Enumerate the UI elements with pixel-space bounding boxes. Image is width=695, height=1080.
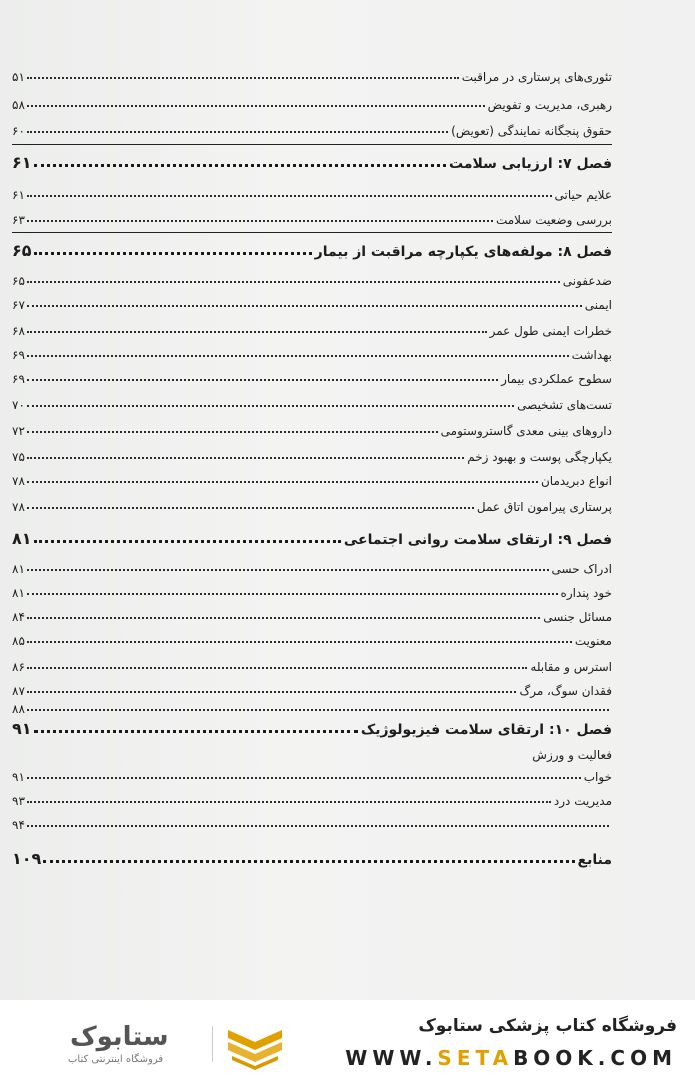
dot-leader [27, 220, 493, 222]
toc-entry [12, 464, 612, 488]
toc-page-number: ۸۱ [12, 529, 32, 548]
toc-entry [12, 388, 612, 412]
dot-leader [27, 131, 448, 133]
toc-entry [12, 440, 612, 464]
toc-page-number: ۶۷ [12, 298, 25, 312]
toc-page-number: ۹۱ [12, 719, 32, 738]
dot-leader [27, 331, 487, 333]
dot-leader [27, 305, 582, 307]
dot-leader [27, 641, 572, 643]
dot-leader [27, 709, 609, 711]
toc-entry [12, 314, 612, 338]
toc-page-number: ۶۹ [12, 372, 25, 386]
dot-leader [27, 431, 438, 433]
dot-leader [27, 379, 498, 381]
toc-chapter [12, 714, 612, 738]
section-divider [12, 232, 612, 233]
toc-entry-title: خود پنداره [560, 586, 612, 600]
url-accent: SETA [437, 1046, 514, 1070]
toc-chapter [12, 148, 612, 172]
toc-entry-title: تست‌های تشخیصی [517, 398, 612, 412]
toc-entry [12, 264, 612, 288]
toc-chapter-title: فصل ۱۰: ارتقای سلامت فیزیولوژیک [360, 722, 612, 738]
dot-leader [34, 164, 446, 167]
toc-page-number: ۶۸ [12, 324, 25, 338]
dot-leader [27, 457, 464, 459]
url-suffix: BOOK.COM [513, 1046, 677, 1070]
toc-page-number: ۸۱ [12, 562, 25, 576]
toc-page-number: ۸۴ [12, 610, 25, 624]
toc-entry [12, 552, 612, 576]
store-name: فروشگاه کتاب پزشکی ستابوک [418, 1016, 677, 1036]
store-logo[interactable] [30, 1018, 270, 1068]
dot-leader [27, 617, 540, 619]
toc-entry-title: خطرات ایمنی طول عمر [489, 324, 612, 338]
toc-entry-title: بررسی وضعیت سلامت [495, 213, 612, 227]
toc-page-number: ۶۱ [12, 153, 32, 172]
toc-entry [12, 288, 612, 312]
dot-leader [34, 540, 341, 543]
toc-entry [12, 650, 612, 674]
toc-page-number: ۸۸ [12, 702, 25, 716]
dot-leader [27, 825, 609, 827]
logo-divider [212, 1026, 213, 1062]
toc-page-number: ۷۰ [12, 398, 25, 412]
toc-entry [12, 114, 612, 138]
toc-page-number: ۶۰ [12, 124, 25, 138]
toc-entry-title: سطوح عملکردی بیمار [501, 372, 612, 386]
toc-page-number: ۹۱ [12, 770, 25, 784]
dot-leader [27, 801, 551, 803]
toc-page-number: ۹۴ [12, 818, 25, 832]
toc-entry [12, 808, 612, 832]
toc-entry-title: فعالیت و ورزش [532, 748, 612, 762]
dot-leader [27, 667, 528, 669]
toc-entry [12, 414, 612, 438]
toc-entry-title: داروهای بینی معدی گاستروستومی [440, 424, 612, 438]
toc-chapter-title: منابع [577, 852, 612, 868]
toc-entry [12, 88, 612, 112]
toc-entry [12, 784, 612, 808]
dot-leader [43, 860, 574, 863]
toc-entry-title: رهبری، مدیریت و تفویض [487, 98, 612, 112]
toc-entry [12, 760, 612, 784]
dot-leader [27, 481, 538, 483]
toc-chapter-title: فصل ۸: مولفه‌های یکپارچه مراقبت از بیمار [314, 244, 612, 260]
dot-leader [27, 569, 549, 571]
dot-leader [27, 195, 552, 197]
toc-entry [12, 576, 612, 600]
toc-page-number: ۸۵ [12, 634, 25, 648]
toc-entry-title: ایمنی [584, 298, 612, 312]
dot-leader [27, 105, 485, 107]
toc-entry [12, 60, 612, 84]
toc-entry [12, 490, 612, 514]
toc-entry [12, 738, 612, 762]
dot-leader [34, 730, 358, 733]
dot-leader [34, 252, 312, 255]
toc-entry [12, 338, 612, 362]
store-banner [0, 1000, 695, 1080]
toc-page-number: ۶۵ [12, 241, 32, 260]
toc-entry-title: علایم حیاتی [554, 188, 612, 202]
toc-entry-title: مسائل جنسی [543, 610, 612, 624]
toc-entry-title: ضدعفونی [562, 274, 612, 288]
toc-entry-title: تئوری‌های پرستاری در مراقبت [461, 70, 612, 84]
toc-page-number: ۹۳ [12, 794, 25, 808]
dot-leader [27, 405, 514, 407]
store-url-link[interactable] [345, 1046, 677, 1070]
toc-page-number: ۶۹ [12, 348, 25, 362]
url-prefix: WWW. [345, 1046, 438, 1070]
toc-page-number: ۷۵ [12, 450, 25, 464]
toc-entry [12, 600, 612, 624]
dot-leader [27, 77, 459, 79]
toc-page-number: ۷۸ [12, 474, 25, 488]
dot-leader [27, 507, 474, 509]
dot-leader [27, 355, 569, 357]
toc-entry-title: مدیریت درد [553, 794, 612, 808]
dot-leader [27, 593, 558, 595]
toc-entry-title: فقدان سوگ، مرگ [519, 684, 612, 698]
toc-page-number: ۸۶ [12, 660, 25, 674]
book-stack-icon [226, 1026, 284, 1070]
toc-page-number: ۵۸ [12, 98, 25, 112]
logo-wordmark: ستابوک [70, 1022, 169, 1052]
toc-page-number: ۶۳ [12, 213, 25, 227]
toc-entry [12, 624, 612, 648]
toc-entry-title: معنویت [574, 634, 612, 648]
toc-entry-title: بهداشت [571, 348, 612, 362]
toc-entry-title: انواع دبریدمان [540, 474, 612, 488]
dot-leader [27, 777, 581, 779]
toc-chapter [12, 844, 612, 868]
toc-entry [12, 362, 612, 386]
toc-page-number: ۶۱ [12, 188, 25, 202]
toc-chapter [12, 524, 612, 548]
toc-page-number: ۷۲ [12, 424, 25, 438]
logo-subtitle: فروشگاه اینترنتی کتاب [68, 1054, 164, 1065]
dot-leader [27, 281, 560, 283]
toc-chapter [12, 236, 612, 260]
toc-entry [12, 178, 612, 202]
toc-entry-title: پرستاری پیرامون اتاق عمل [476, 500, 612, 514]
toc-page-number: ۸۷ [12, 684, 25, 698]
toc-page-number: ۵۱ [12, 70, 25, 84]
toc-entry-title: ادراک حسی [551, 562, 612, 576]
toc-entry-title: خواب [583, 770, 612, 784]
toc-entry [12, 203, 612, 227]
toc-entry-title: یکپارچگی پوست و بهبود زخم [467, 450, 612, 464]
toc-entry-title: حقوق پنجگانه نمایندگی (تعویض) [451, 124, 612, 138]
toc-page-number: ۶۵ [12, 274, 25, 288]
toc-page-number: ۷۸ [12, 500, 25, 514]
toc-chapter-title: فصل ۹: ارتقای سلامت روانی اجتماعی [343, 532, 612, 548]
section-divider [12, 144, 612, 145]
toc-entry-title: استرس و مقابله [530, 660, 612, 674]
toc-page-number: ۱۰۹ [12, 849, 42, 868]
toc-entry [12, 692, 612, 716]
toc-page-number: ۸۱ [12, 586, 25, 600]
toc-chapter-title: فصل ۷: ارزیابی سلامت [449, 156, 612, 172]
